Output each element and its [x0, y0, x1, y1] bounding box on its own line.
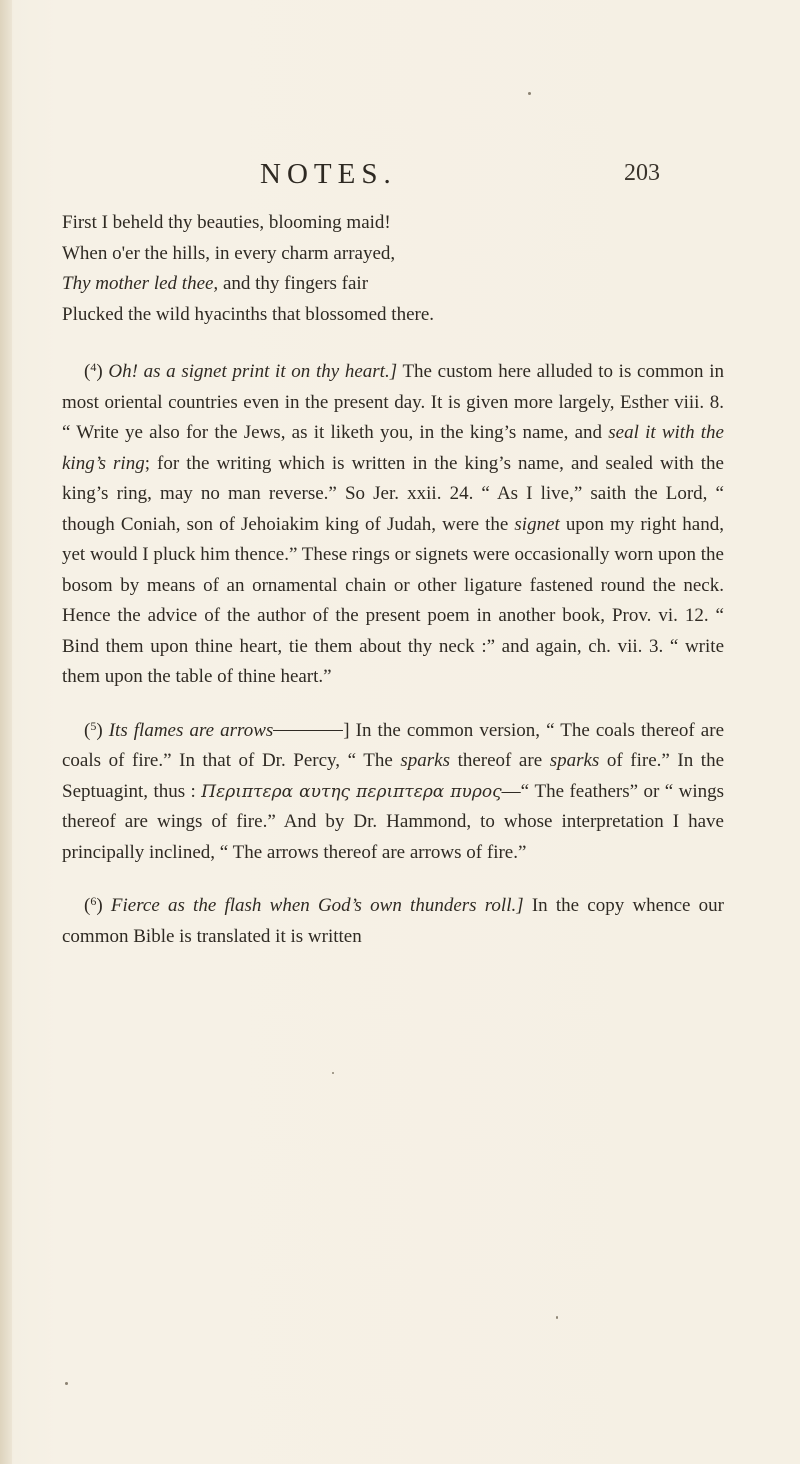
verse-line: Plucked the wild hyacinths that blossomed there. — [62, 303, 435, 325]
paper-speck — [332, 1072, 334, 1074]
note-text: In the copy whence our common Bible is translated it is written — [62, 895, 725, 947]
lemma-dash — [273, 730, 343, 731]
note-text: thereof are — [450, 750, 550, 771]
verse-line: First I beheld thy beauties, blooming maid! — [62, 212, 391, 233]
note-italic: seal it with the king’s ring — [62, 422, 724, 474]
verse-line: When o'er the hills, in every charm arrayed, — [62, 242, 396, 264]
verse-italic-phrase: Thy mother led thee, — [62, 273, 219, 294]
note-lemma: Its flames are arrows — [108, 719, 274, 741]
note-5: ($^5$) Its flames are arrows ] In the common version, “ The coals thereof are coals of fire.” In that of Dr. Percy, “ The sparks thereof are sparks of fire.” In the Septuagint, thus : Περιπτερα αυτης περιπτερα πυρος—“ The feathers” or “ wings thereof are wings of fire.” And by Dr. Hammond, to whose interpretation I have principally inclined, “ The arrows thereof are arrows of fire.” — [62, 718, 725, 863]
note-italic: signet — [514, 513, 560, 535]
note-text: In the common version, “ The coals thereof are coals of fire.” In that of Dr. Percy, “ The — [62, 719, 725, 771]
lemma-bracket: ] — [343, 719, 350, 741]
paper-speck — [556, 1316, 558, 1319]
note-text: of fire.” In the Septuagint, thus : — [62, 750, 725, 802]
note-number: 4 — [90, 360, 97, 374]
note-italic: sparks — [400, 750, 450, 771]
note-lemma: Fierce as the flash when God’s own thunders roll.] — [110, 895, 524, 916]
note-6: ($^6$) Fierce as the flash when God’s own thunders roll.] In the copy whence our common Bible is translated it is written — [62, 894, 725, 947]
verse-quotation — [62, 208, 724, 330]
note-text: —“ The feathers” or “ wings thereof are wings of fire.” And by Dr. Hammond, to whose interpretation I have principally inclined, “ The arrows thereof are arrows of fire.” — [62, 780, 724, 863]
verse-line: Thy mother led thee, and thy fingers fair — [62, 273, 369, 294]
note-lemma: Oh! as a signet print it on thy heart.] — [108, 361, 398, 382]
note-number: 5 — [90, 718, 97, 733]
page-content — [62, 208, 724, 952]
note-text: ; for the writing which is written in the king’s name, and sealed with the king’s ring, may no man reverse.” So Jer. xxii. 24. “ As I live,” saith the Lord, “ though Coniah, son of Jehoiakim king of Judah, were the — [62, 452, 724, 535]
note-italic: sparks — [549, 750, 600, 771]
paper-speck — [65, 1382, 68, 1385]
paper-speck — [528, 92, 531, 95]
page-header — [0, 158, 800, 198]
page-number: 203 — [624, 160, 660, 186]
note-text: The custom here alluded to is common in most oriental countries even in the present day. It is given more largely, Esther viii. 8. “ Write ye also for the Jews, as it liketh you, in the king’s name, and — [62, 361, 724, 443]
note-text: upon my right hand, yet would I pluck him thence.” These rings or signets were occasionally worn upon the bosom by means of an ornamental chain or other ligature fastened round the neck. Hence the advice of the author of the present poem in another book, Prov. vi. 12. “ Bind them upon thine heart, tie them about thy neck :” and again, ch. vii. 3. “ write them upon the table of thine heart.” — [62, 513, 724, 687]
page-gutter — [0, 0, 12, 1464]
note-4: ($^4$) Oh! as a signet print it on thy heart.] The custom here alluded to is common in most oriental countries even in the present day. It is given more largely, Esther viii. 8. “ Write ye also for the Jews, as it liketh you, in the king’s name, and seal it with the king’s ring; for the writing which is written in the king’s name, and sealed with the king’s ring, may no man reverse.” So Jer. xxii. 24. “ As I live,” saith the Lord, “ though Coniah, son of Jehoiakim king of Judah, were the signet upon my right hand, yet would I pluck him thence.” These rings or signets were occasionally worn upon the bosom by means of an ornamental chain or other ligature fastened round the neck. Hence the advice of the author of the present poem in another book, Prov. vi. 12. “ Bind them upon thine heart, tie them about thy neck :” and again, ch. vii. 3. “ write them upon the table of thine heart.” — [62, 360, 724, 687]
greek-quotation: Περιπτερα αυτης περιπτερα πυρος — [201, 781, 502, 802]
note-number: 6 — [90, 894, 97, 908]
running-head: NOTES. — [260, 158, 397, 190]
